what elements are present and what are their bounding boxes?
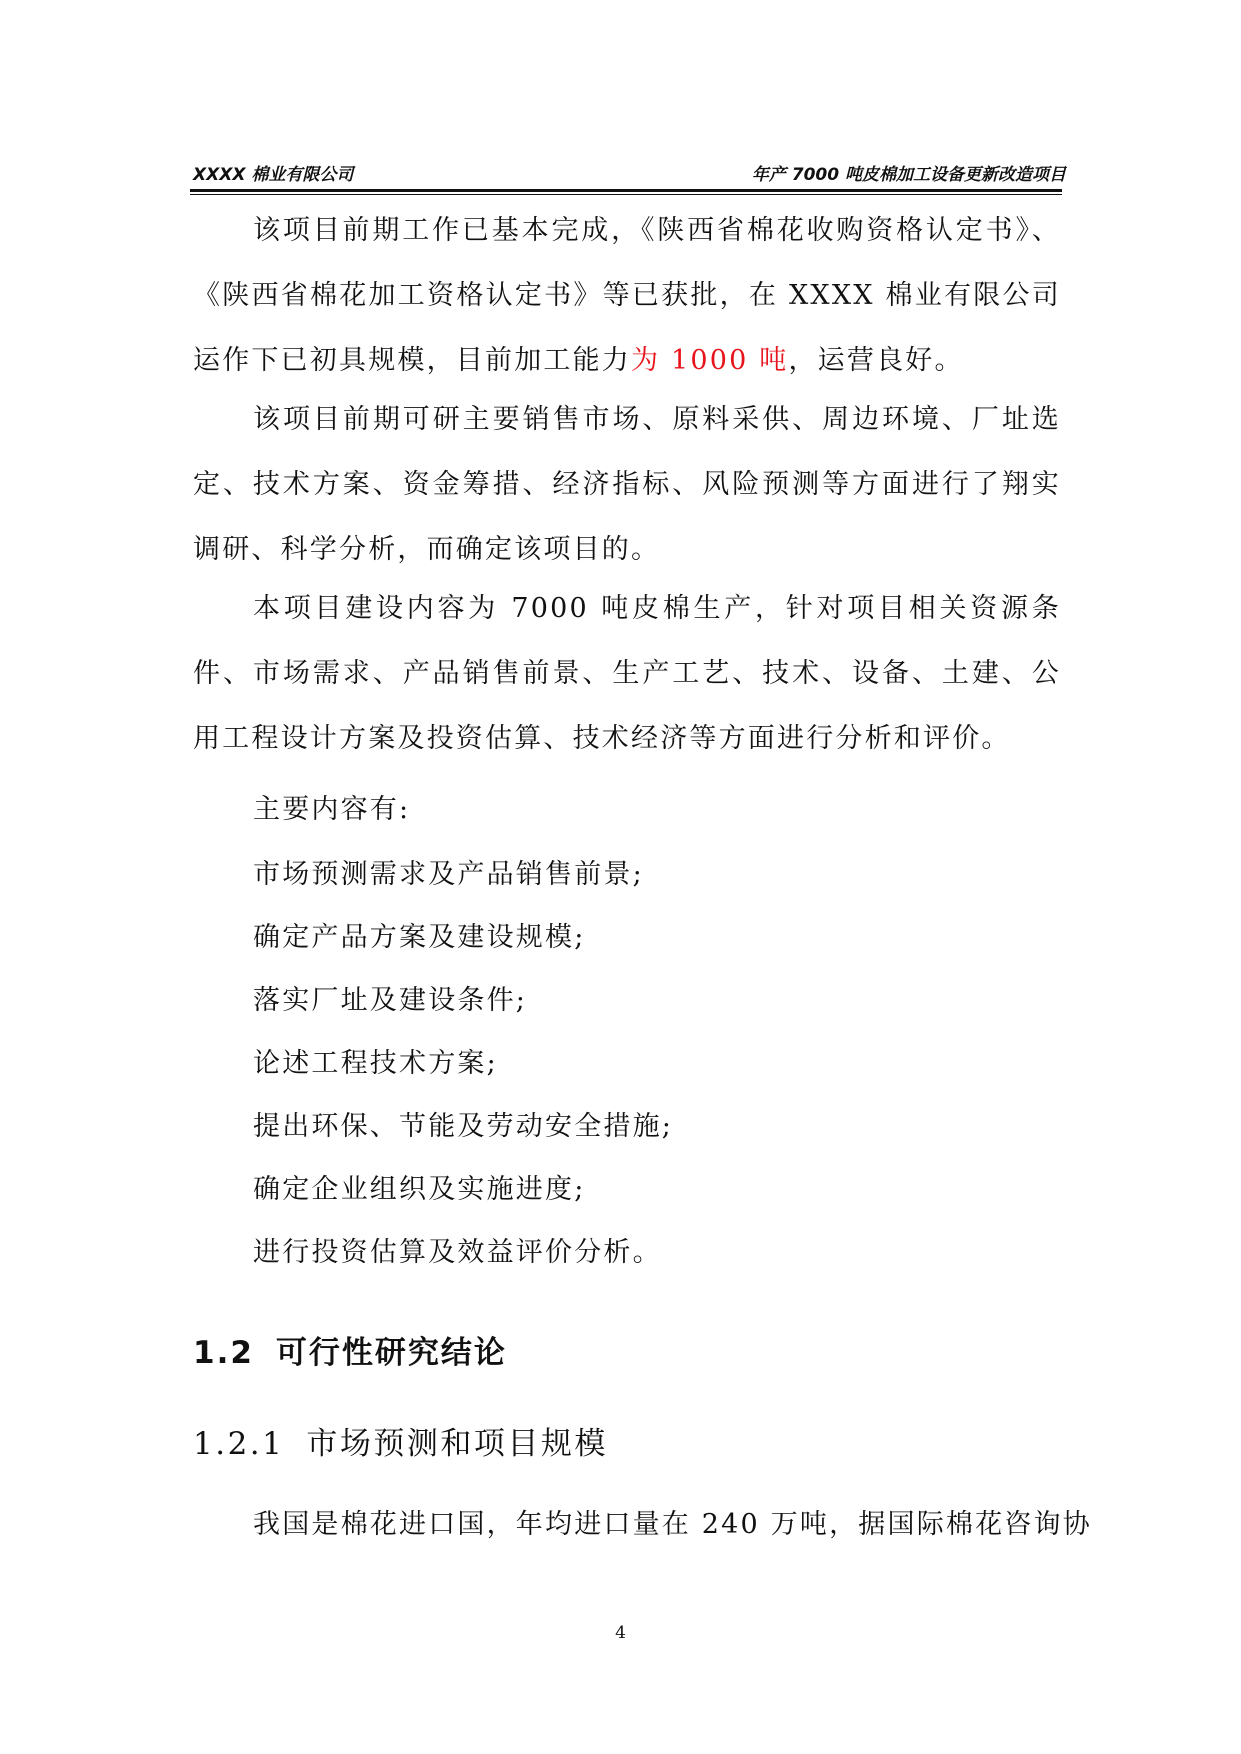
processing-capacity-highlight: 为 1000 吨 xyxy=(631,345,789,376)
paragraph-project-status xyxy=(193,198,1061,393)
paragraph-project-status-end: ，运营良好。 xyxy=(788,345,964,376)
list-item: 提出环保、节能及劳动安全措施; xyxy=(253,1111,674,1142)
subsection-number: 1.2.1 xyxy=(193,1426,285,1462)
list-item: 确定企业组织及实施进度; xyxy=(253,1174,586,1205)
header-rule-thin xyxy=(190,194,1062,195)
list-item: 落实厂址及建设条件; xyxy=(253,985,528,1016)
section-heading xyxy=(193,1333,507,1373)
list-item: 市场预测需求及产品销售前景; xyxy=(253,859,644,890)
subsection-title: 市场预测和项目规模 xyxy=(306,1426,608,1462)
section-title: 可行性研究结论 xyxy=(275,1335,507,1371)
subsection-paragraph: 我国是棉花进口国，年均进口量在 240 万吨，据国际棉花咨询协 xyxy=(253,1509,1092,1540)
paragraph-research-scope: 该项目前期可研主要销售市场、原料采供、周边环境、厂址选定、技术方案、资金筹措、经济指标、风险预测等方面进行了翔实调研、科学分析，而确定该项目的。 xyxy=(193,404,1061,565)
header-project-title: 年产 7000 吨皮棉加工设备更新改造项目 xyxy=(751,165,1066,185)
paragraph-construction-content: 本项目建设内容为 7000 吨皮棉生产，针对项目相关资源条件、市场需求、产品销售前景、生产工艺、技术、设备、土建、公用工程设计方案及投资估算、技术经济等方面进行分析和评价。 xyxy=(193,593,1061,754)
list-item: 确定产品方案及建设规模; xyxy=(253,922,586,953)
main-content-intro: 主要内容有: xyxy=(253,794,411,825)
list-item: 进行投资估算及效益评价分析。 xyxy=(253,1237,662,1268)
paragraph-project-status-text: 该项目前期工作已基本完成，《陕西省棉花收购资格认定书》、《陕西省棉花加工资格认定书》等已获批，在 XXXX 棉业有限公司运作下已初具规模，目前加工能力 xyxy=(193,215,1061,376)
header-company-name: XXXX 棉业有限公司 xyxy=(193,165,354,185)
section-number: 1.2 xyxy=(193,1335,254,1371)
page-number: 4 xyxy=(615,1623,626,1643)
header-rule-thick xyxy=(190,189,1062,192)
list-item: 论述工程技术方案; xyxy=(253,1048,498,1079)
subsection-heading xyxy=(193,1424,608,1464)
